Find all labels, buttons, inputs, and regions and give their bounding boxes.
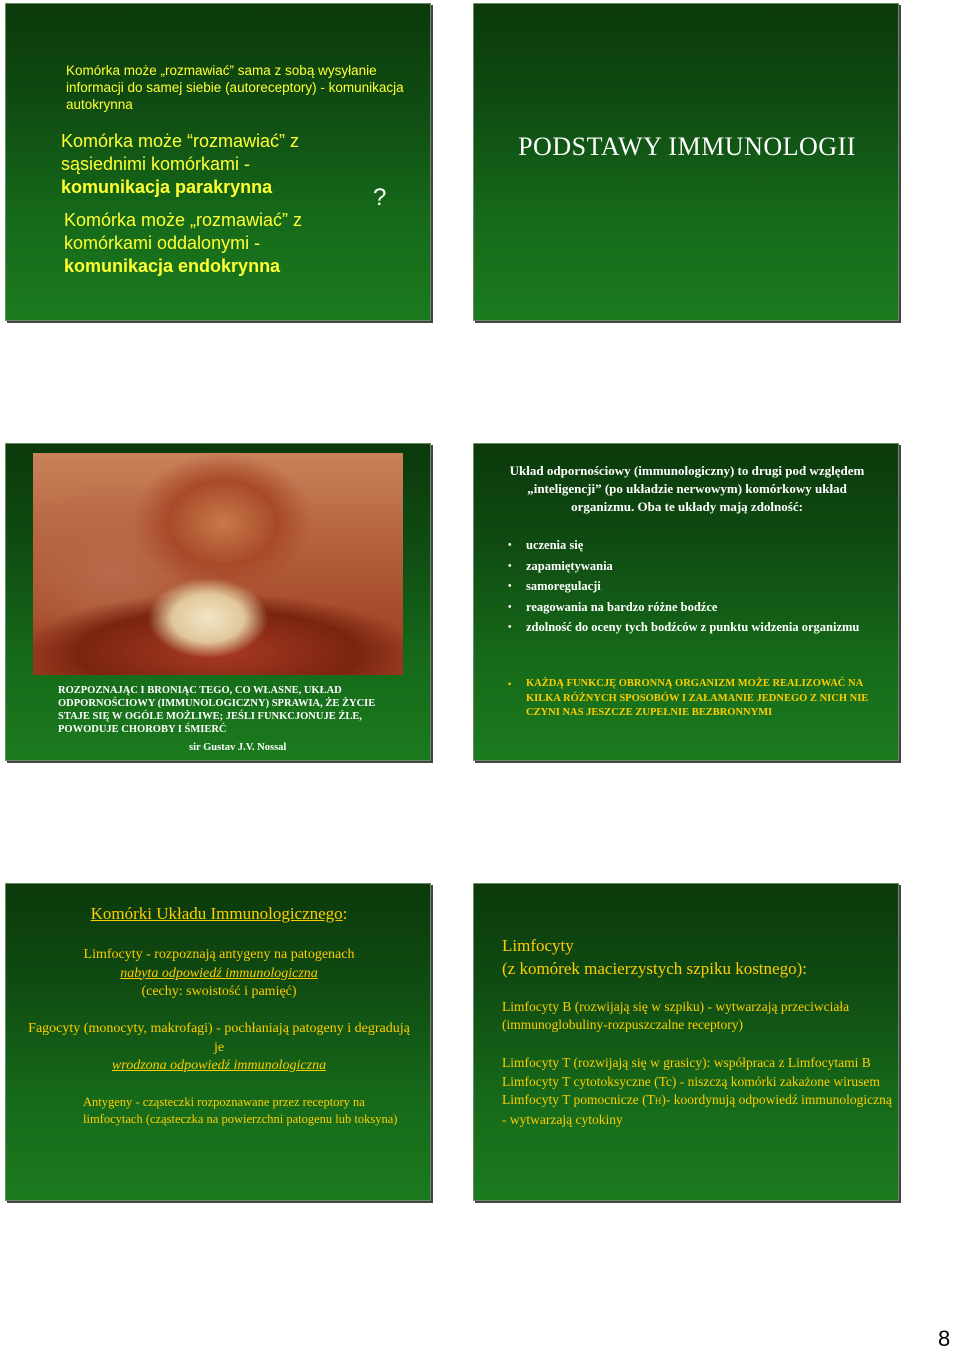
slide-communication (5, 3, 431, 321)
lymphocytes-features: (cechy: swoistość i pamięć) (141, 984, 297, 999)
list-item: • samoregulacji (506, 578, 876, 595)
helper-b: )- koordynują odpowiedź immunologiczną - wytwarzają cytokiny (502, 1092, 892, 1127)
slide-immune-cells (5, 883, 431, 1201)
innate-response: wrodzona odpowiedź immunologiczna (111, 1058, 327, 1073)
paracrine-intro: Komórka może “rozmawiać” z sąsiednimi komórkami - (61, 131, 300, 174)
t-cells-line: Limfocyty T (rozwijają się w grasicy): współpraca z Limfocytami B (502, 1055, 871, 1070)
slide-title (473, 3, 899, 321)
list-item: • uczenia się (506, 537, 876, 554)
lymphocytes-block (26, 946, 412, 1002)
t-cells-block (502, 1054, 892, 1129)
endocrine-intro: Komórka może „rozmawiać” z komórkami oddalonymi - (64, 210, 303, 253)
paracrine-term: komunikacja parakrynna (61, 177, 273, 197)
slide-heading: PODSTAWY IMMUNOLOGII (518, 132, 856, 161)
helper-sub: H (654, 1096, 662, 1106)
phagocytes-block (26, 1020, 412, 1076)
slide-lymphocytes (473, 883, 899, 1201)
heading-colon: : (342, 904, 348, 923)
autocrine-text: Komórka może „rozmawiać” sama z sobą wysyłanie informacji do samej siebie (autoreceptory) - komunikacja autokrynna (66, 63, 404, 112)
quote-author: sir Gustav J.V. Nossal (189, 742, 287, 753)
intro-text: Układ odpornościowy (immunologiczny) to drugi pod względem „inteligencji” (po układzie nerwowym) komórkowy układ organizmu. Oba te układy mają zdolność: (509, 463, 865, 514)
heading-text: Komórki Układu Immunologicznego (90, 904, 343, 923)
defense-note: • KAŻDĄ FUNKCJĘ OBRONNĄ ORGANIZM MOŻE REALIZOWAĆ NA KILKA RÓŻNYCH SPOSOBÓW I ZAŁAMANIE JEDNEGO Z NICH NIE CZYNI NAS JESZCZE ZUPEŁNIE BEZBRONNYMI (506, 677, 876, 721)
endocrine-text (64, 209, 364, 278)
helper-line (502, 1091, 892, 1129)
microscope-image (33, 453, 403, 675)
question-mark: ? (373, 184, 387, 211)
paracrine-text (61, 130, 361, 199)
b-cells-text: Limfocyty B (rozwijają się w szpiku) - wytwarzają przeciwciała (immunoglobuliny-rozpuszczalne receptory) (502, 999, 850, 1032)
phagocytes-line: Fagocyty (monocyty, makrofagi) - pochłaniają patogeny i degradują je (28, 1021, 410, 1055)
slide-heading (502, 934, 882, 980)
slide-quote (5, 443, 431, 761)
slide-heading (6, 904, 431, 924)
endocrine-term: komunikacja endokrynna (64, 256, 281, 276)
quote-text: ROZPOZNAJĄC I BRONIĄC TEGO, CO WŁASNE, UKŁAD ODPORNOŚCIOWY (IMMUNOLOGICZNY) SPRAWIA, ŻE ŻYCIE STAJE SIĘ W OGÓLE MOŻLIWE; JEŚLI FUNKCJONUJE ŹLE, POWODUJE CHOROBY I ŚMIERĆ (58, 685, 376, 735)
list-item: • reagowania na bardzo różne bodźce (506, 599, 876, 616)
heading-line-1: Limfocyty (502, 936, 574, 955)
slide-abilities (473, 443, 899, 761)
helper-a: Limfocyty T pomocnicze (T (502, 1092, 655, 1107)
list-item: • zapamiętywania (506, 558, 876, 575)
antigens-block: Antygeny - cząsteczki rozpoznawane przez receptory na limfocytach (cząsteczka na powierzchni patogenu lub toksyna) (83, 1095, 398, 1126)
list-item: • zdolność do oceny tych bodźców z punktu widzenia organizmu (506, 619, 876, 636)
lymphocytes-line: Limfocyty - rozpoznają antygeny na patogenach (83, 947, 355, 962)
cytotoxic-line: Limfocyty T cytotoksyczne (Tc) - niszczą komórki zakażone wirusem (502, 1073, 880, 1089)
abilities-list (506, 537, 876, 640)
page-number: 8 (938, 1326, 951, 1351)
acquired-response: nabyta odpowiedź immunologiczna (120, 965, 318, 981)
heading-line-2: (z komórek macierzystych szpiku kostnego): (502, 959, 807, 978)
